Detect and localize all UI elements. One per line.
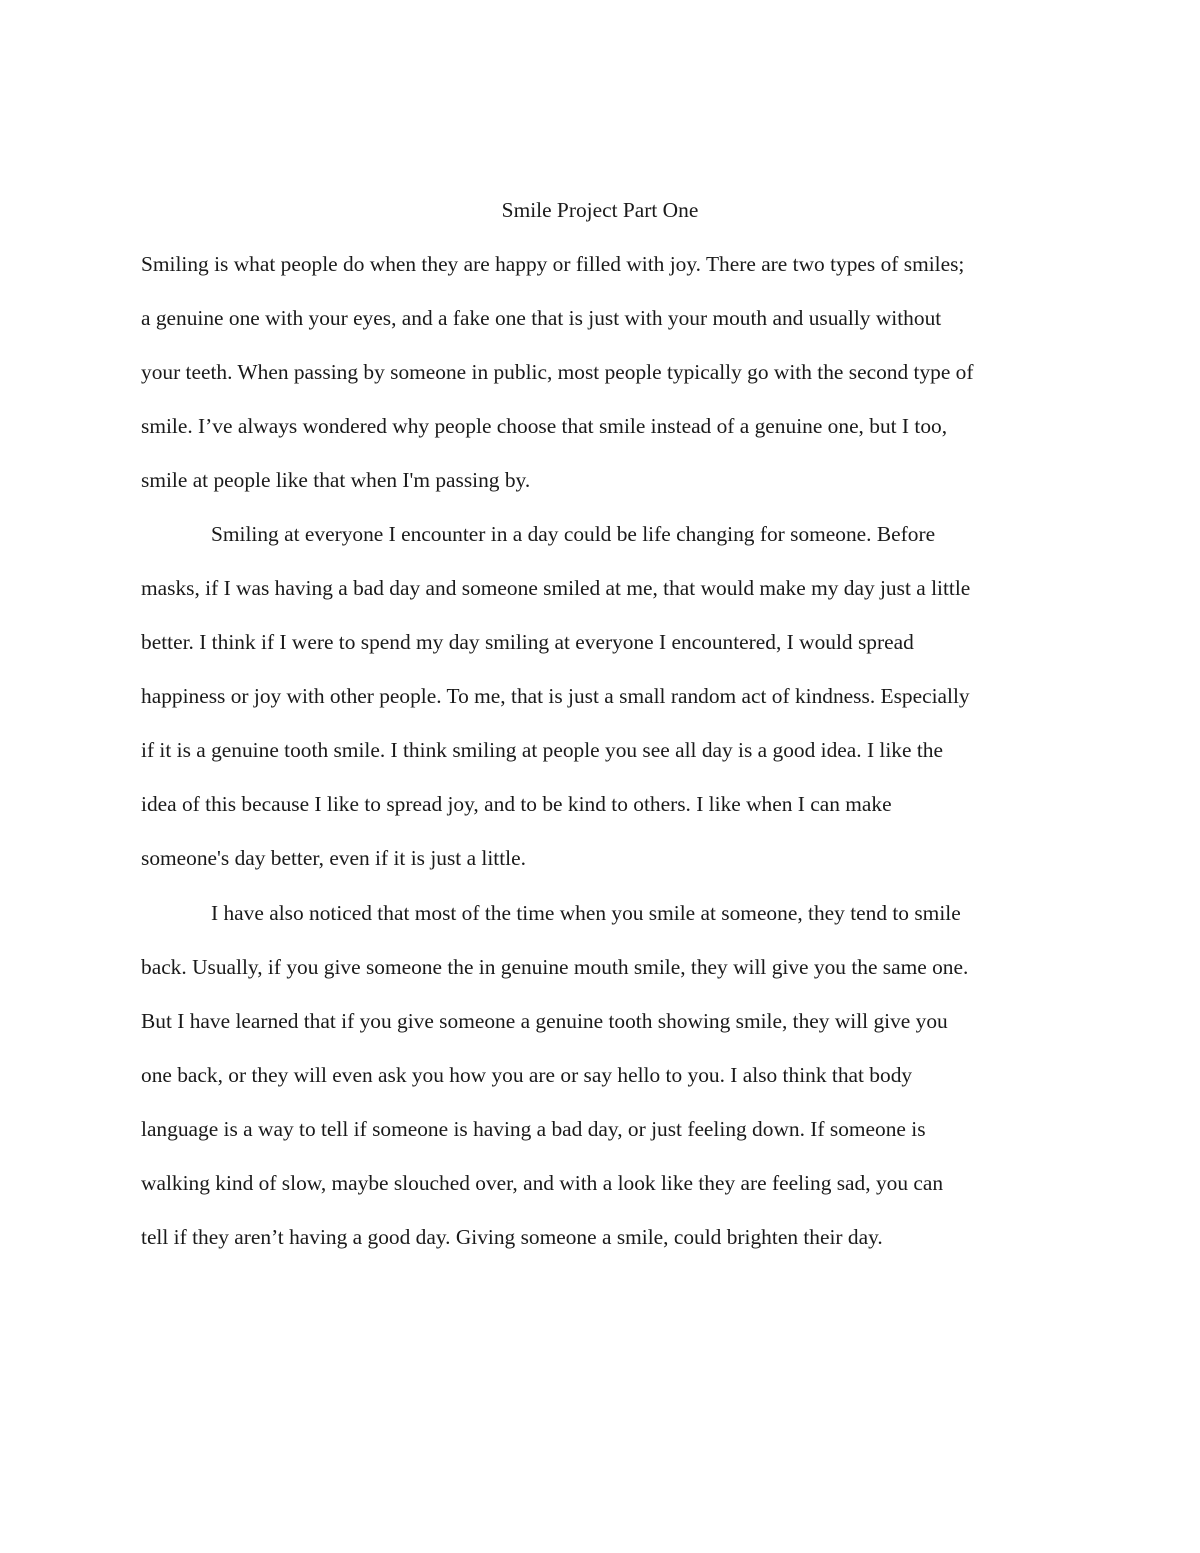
paragraph-1-line-1: Smiling is what people do when they are happy or filled with joy. There are two types of smiles; — [141, 252, 965, 276]
paragraph-2-line-1: Smiling at everyone I encounter in a day could be life changing for someone. Before — [211, 522, 936, 546]
document-title: Smile Project Part One — [501, 198, 699, 222]
paragraph-3-line-2: back. Usually, if you give someone the in genuine mouth smile, they will give you the same one. — [141, 955, 969, 979]
paragraph-3-line-3: But I have learned that if you give someone a genuine tooth showing smile, they will give you — [141, 1009, 948, 1033]
paragraph-3-line-4: one back, or they will even ask you how you are or say hello to you. I also think that body — [141, 1063, 913, 1087]
paragraph-2-line-5: if it is a genuine tooth smile. I think smiling at people you see all day is a good idea. I like the — [141, 738, 943, 762]
paragraph-1-line-4: smile. I’ve always wondered why people choose that smile instead of a genuine one, but I too, — [141, 414, 948, 438]
paragraph-1-line-2: a genuine one with your eyes, and a fake one that is just with your mouth and usually without — [141, 306, 942, 330]
paragraph-2-line-6: idea of this because I like to spread joy, and to be kind to others. I like when I can make — [141, 792, 892, 816]
paragraph-3-line-6: walking kind of slow, maybe slouched over, and with a look like they are feeling sad, you can — [141, 1171, 944, 1195]
paragraph-3-line-1: I have also noticed that most of the time when you smile at someone, they tend to smile — [211, 901, 961, 925]
paragraph-1-line-3: your teeth. When passing by someone in public, most people typically go with the second type of — [141, 360, 974, 384]
paragraph-2-line-7: someone's day better, even if it is just a little. — [141, 846, 526, 870]
paragraph-3-line-7: tell if they aren’t having a good day. Giving someone a smile, could brighten their day. — [141, 1225, 883, 1249]
paragraph-2-line-2: masks, if I was having a bad day and someone smiled at me, that would make my day just a little — [141, 576, 971, 600]
paragraph-3-line-5: language is a way to tell if someone is having a bad day, or just feeling down. If someone is — [141, 1117, 926, 1141]
paragraph-2-line-3: better. I think if I were to spend my day smiling at everyone I encountered, I would spread — [141, 630, 914, 654]
paragraph-1-line-5: smile at people like that when I'm passing by. — [141, 468, 531, 492]
paragraph-2-line-4: happiness or joy with other people. To me, that is just a small random act of kindness. Especially — [141, 684, 970, 708]
